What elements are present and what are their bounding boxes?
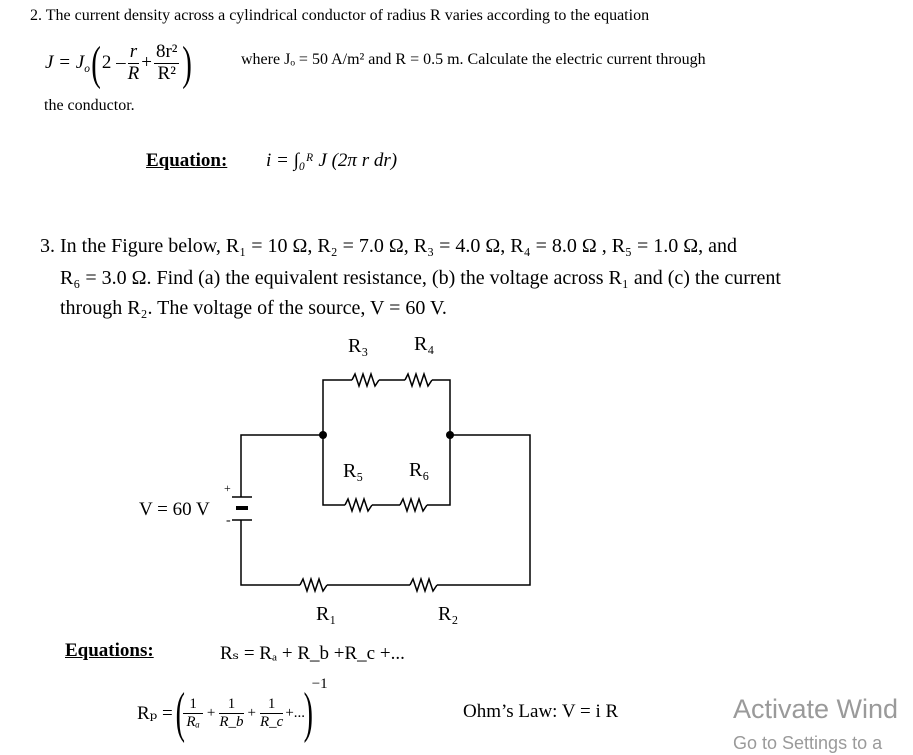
problem-3-line-2: R₆ = 3.0 Ω. Find (a) the equivalent resistance, (b) the voltage across R₁ and (c) the current [60, 267, 781, 289]
label-r3: R₃ [348, 335, 369, 357]
wire-top-right [432, 380, 450, 435]
parallel-open-paren: ( [175, 682, 185, 744]
formula-plus: + [141, 52, 152, 73]
wire-mid-left [323, 435, 345, 505]
parallel-close-paren: ) [303, 682, 314, 744]
label-r6: R₆ [409, 459, 430, 481]
label-minus: - [226, 513, 231, 528]
resistor-r1-zigzag [300, 579, 327, 591]
resistor-r5-zigzag [345, 499, 372, 511]
wire-mid-right [427, 435, 450, 505]
label-r5: R₅ [343, 460, 364, 482]
parallel-tail: +... [285, 704, 306, 721]
resistor-r4-zigzag [405, 374, 432, 386]
wire-top-left [323, 380, 352, 435]
wire-left-upper [241, 435, 323, 497]
integral-equation: i = ∫₀ᴿ J (2π r dr) [266, 150, 398, 171]
label-r4: R₄ [414, 333, 435, 355]
problem-2-number: 2. [30, 7, 42, 24]
junction-left [319, 431, 327, 439]
label-r2: R₂ [438, 603, 459, 625]
formula-two-minus: 2 – [101, 52, 126, 73]
parallel-lhs: Rₚ = [137, 702, 173, 724]
ohms-law: Ohm’s Law: V = i R [463, 701, 619, 722]
parallel-exponent: −1 [311, 676, 328, 692]
wire-left-lower [241, 520, 300, 585]
problem-3-number: 3. [40, 235, 55, 257]
problem-2-text: The current density across a cylindrical conductor of radius R varies according to the equation [45, 7, 650, 24]
label-source: V = 60 V [139, 499, 210, 520]
formula-lhs-sub: o [84, 63, 90, 75]
parallel-fraction: $\frac{1}{\text{Rₐ}}$ [183, 696, 203, 730]
equations-label: Equations: [65, 640, 154, 661]
parallel-fraction: $\frac{1}{R\_c}$ [260, 696, 284, 730]
formula-lhs: J = J [45, 52, 85, 73]
formula-fraction-2: $\frac{\text{8r²}}{\text{R²}}$ [155, 40, 178, 84]
problem-3-line-1: 3. In the Figure below, R₁ = 10 Ω, R₂ = 7.0 Ω, R₃ = 4.0 Ω, R₄ = 8.0 Ω , R₅ = 1.0 Ω, and [40, 235, 738, 257]
label-r1: R₁ [316, 603, 337, 625]
label-plus: + [224, 481, 231, 495]
junction-right [446, 431, 454, 439]
problem-3-line-3: through R₂. The voltage of the source, V = 60 V. [60, 297, 447, 319]
equation-label: Equation: [146, 150, 228, 171]
resistor-r3-zigzag [352, 374, 379, 386]
problem-2-given: where Jₒ = 50 A/m² and R = 0.5 m. Calculate the electric current through [241, 51, 706, 68]
formula-fraction-1: $\frac{r}{R}$ [127, 40, 140, 84]
activate-windows-title: Activate Wind [733, 694, 899, 724]
parallel-equation [137, 676, 328, 746]
parallel-fraction: $\frac{1}{R\_b}$ [219, 696, 244, 730]
parallel-terms [183, 696, 283, 730]
formula-open-paren: ( [91, 36, 101, 90]
formula-close-paren: ) [182, 36, 193, 90]
resistor-r2-zigzag [410, 579, 437, 591]
problem-2-continuation: the conductor. [44, 97, 135, 114]
parallel-plus: + [206, 704, 216, 721]
resistor-r6-zigzag [400, 499, 427, 511]
activate-windows-subtitle: Go to Settings to a [733, 733, 883, 753]
series-equation: Rₛ = Rₐ + R_b +R_c +... [220, 643, 405, 664]
wire-right [437, 435, 530, 585]
parallel-plus: + [247, 704, 257, 721]
